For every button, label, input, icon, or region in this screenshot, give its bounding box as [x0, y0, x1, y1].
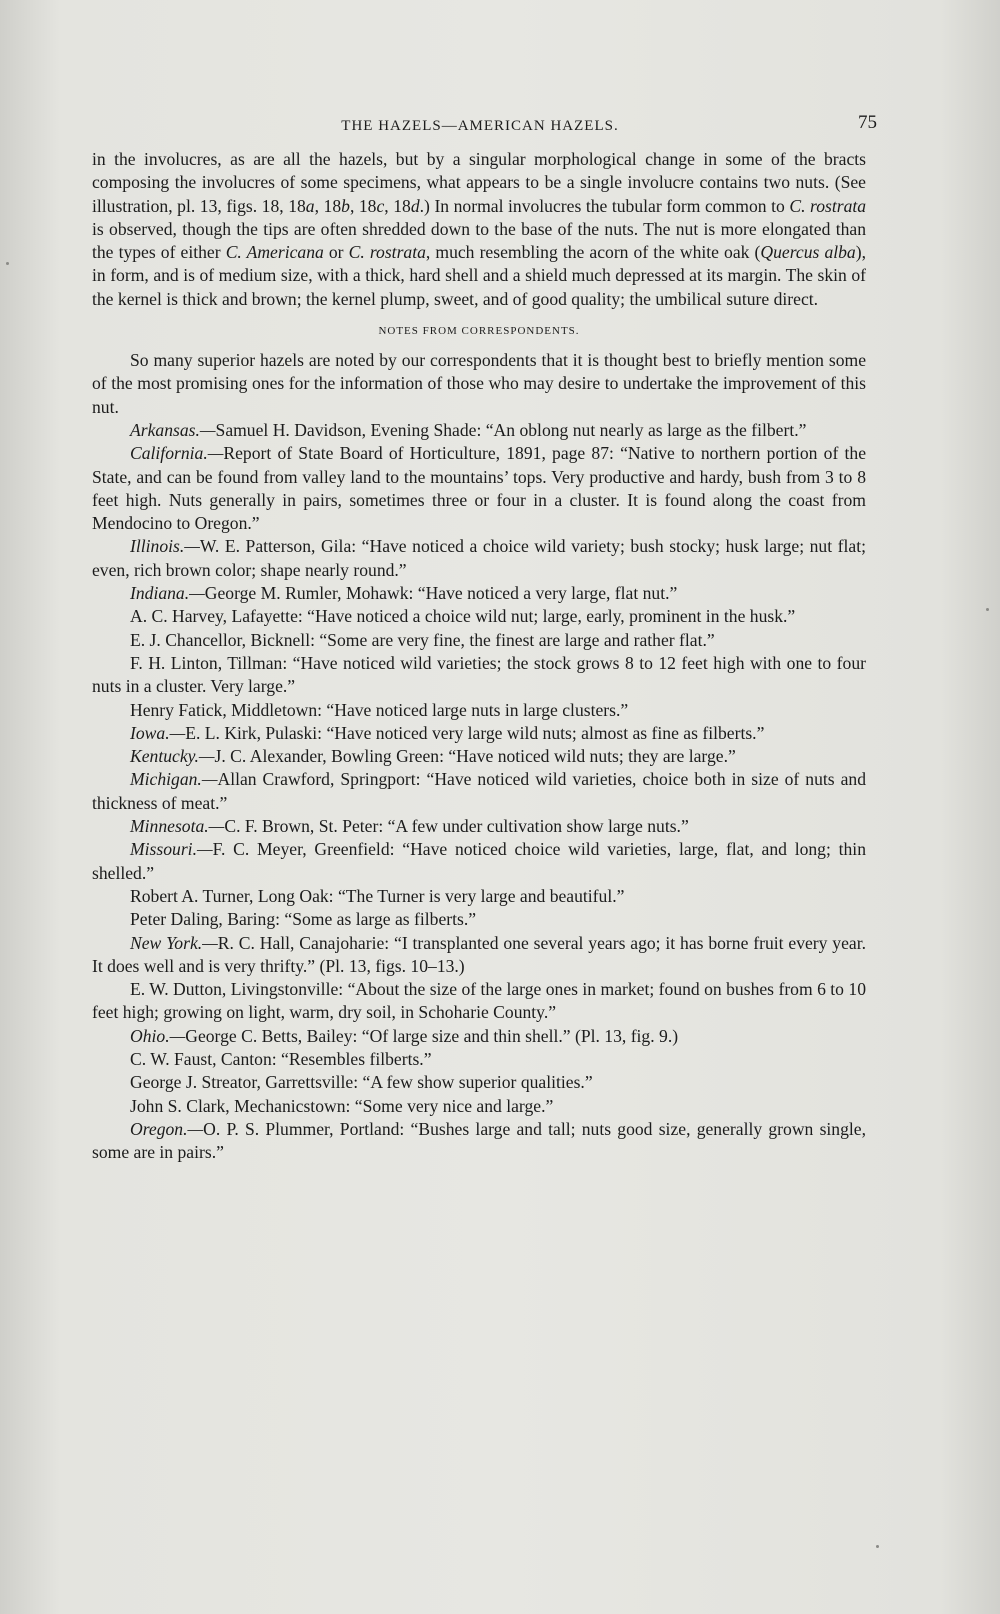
intro-text: , 18 [349, 195, 377, 216]
correspondent-note [92, 885, 866, 908]
note-text: F. C. Meyer, Greenfield: “Have noticed choice wild varieties, large, flat, and long; thin shelled.” [92, 839, 866, 883]
note-text: O. P. S. Plummer, Portland: “Bushes large and tall; nuts good size, generally grown single, some are in pairs.” [92, 1118, 866, 1163]
note-text: Peter Daling, Baring: “Some as large as filberts.” [130, 909, 477, 930]
correspondent-note [92, 978, 866, 1025]
correspondent-note [92, 908, 866, 931]
intro-italic: Quercus alba [760, 242, 856, 263]
section-heading: NOTES FROM CORRESPONDENTS. [378, 325, 580, 338]
intro-text: ), in form, and is of medium size, with a thick, hard shell and a shield much depressed at its margin. The skin of the kernel is thick and brown; the kernel plump, sweet, and of good quality; the umbilical suture direct. [92, 242, 866, 309]
correspondent-note [92, 1048, 866, 1071]
correspondent-note [92, 629, 866, 652]
correspondent-note [92, 419, 866, 442]
state-name: Illinois.— [130, 536, 200, 557]
page-number: 75 [858, 112, 877, 133]
state-name: Indiana.— [130, 583, 205, 604]
intro-italic: c [376, 195, 385, 216]
notes-intro-paragraph: So many superior hazels are noted by our correspondents that it is thought best to briefly mention some of the most promising ones for the information of those who may desire to undertake the improvement of this nut. [92, 350, 866, 417]
state-name: Michigan.— [130, 769, 218, 790]
note-text: E. W. Dutton, Livingstonville: “About the size of the large ones in market; found on bushes from 6 to 10 feet high; growing on light, warm, dry soil, in Schoharie County.” [92, 979, 866, 1023]
state-name: Iowa.— [130, 722, 186, 743]
correspondent-note [92, 1025, 866, 1048]
correspondent-note [92, 1095, 866, 1118]
note-text: John S. Clark, Mechanicstown: “Some very nice and large.” [130, 1095, 554, 1116]
intro-text: in the involucres, as are all the hazels, but by a singular morphological change in some of the bracts composing the involucres of some specimens, what appears to be a single involucre contains two nuts. (See illustration, pl. 13, figs. 18, 18 [92, 149, 866, 216]
intro-text: , 18 [384, 195, 411, 216]
correspondent-note [92, 652, 866, 699]
intro-text: is observed, though the tips are often shredded down to the base of the nuts. The nut is more elongated than the types of either [92, 218, 866, 263]
intro-italic: d [410, 195, 420, 216]
correspondent-note [92, 745, 866, 768]
correspondent-note [92, 722, 866, 745]
paper-speck [6, 262, 9, 265]
note-text: C. W. Faust, Canton: “Resembles filberts.” [130, 1048, 432, 1069]
correspondent-note [92, 582, 866, 605]
intro-italic: a [305, 195, 315, 216]
correspondent-note [92, 605, 866, 628]
intro-italic: C. Americana [225, 242, 324, 263]
state-name: Oregon.— [130, 1118, 204, 1139]
note-text: George M. Rumler, Mohawk: “Have noticed a very large, flat nut.” [204, 583, 678, 604]
correspondent-note [92, 699, 866, 722]
note-text: W. E. Patterson, Gila: “Have noticed a choice wild variety; bush stocky; husk large; nut flat; even, rich brown color; shape nearly round.” [92, 536, 866, 580]
state-name: New York.— [130, 932, 218, 953]
note-text: E. J. Chancellor, Bicknell: “Some are very fine, the finest are large and rather flat.” [130, 629, 715, 650]
note-text: F. H. Linton, Tillman: “Have noticed wild varieties; the stock grows 8 to 12 feet high with one to four nuts in a cluster. Very large.” [92, 652, 866, 697]
state-name: Minnesota.— [130, 816, 225, 837]
correspondent-note [92, 838, 866, 885]
intro-italic: b [341, 195, 350, 216]
note-text: E. L. Kirk, Pulaski: “Have noticed very large wild nuts; almost as fine as filberts.” [185, 722, 765, 743]
intro-paragraph [92, 148, 866, 311]
state-name: Ohio.— [130, 1025, 186, 1046]
correspondent-note [92, 1071, 866, 1094]
note-text: J. C. Alexander, Bowling Green: “Have noticed wild nuts; they are large.” [214, 746, 736, 767]
intro-italic: C. rostrata [348, 242, 426, 263]
note-text: R. C. Hall, Canajoharie: “I transplanted one several years ago; it has borne fruit every year. It does well and is very thrifty.” (Pl. 13, figs. 10–13.) [92, 932, 866, 976]
correspondent-note [92, 768, 866, 815]
note-text: Report of State Board of Horticulture, 1891, page 87: “Native to northern portion of the State, and can be found from valley land to the mountains’ tops. Very productive and hardy, bush from 3 to 8 feet high. Nuts generally in pairs, sometimes three or four in a cluster. It is found along the coast from Mendocino to Oregon.” [92, 443, 866, 534]
note-text: Henry Fatick, Middletown: “Have noticed large nuts in large clusters.” [130, 699, 629, 720]
note-text: George C. Betts, Bailey: “Of large size and thin shell.” (Pl. 13, fig. 9.) [185, 1025, 679, 1046]
note-text: Robert A. Turner, Long Oak: “The Turner is very large and beautiful.” [130, 885, 625, 906]
state-name: California.— [130, 443, 224, 464]
correspondent-note [92, 535, 866, 582]
note-text: Samuel H. Davidson, Evening Shade: “An oblong nut nearly as large as the filbert.” [215, 419, 807, 440]
paper-speck [986, 608, 989, 611]
state-name: Missouri.— [130, 839, 213, 860]
state-name: Arkansas.— [130, 419, 216, 440]
note-text: A. C. Harvey, Lafayette: “Have noticed a choice wild nut; large, early, prominent in the husk.” [130, 606, 796, 627]
running-head [95, 112, 877, 142]
note-text: George J. Streator, Garrettsville: “A few show superior qualities.” [130, 1072, 593, 1093]
paper-speck [876, 1545, 879, 1548]
note-text: C. F. Brown, St. Peter: “A few under cultivation show large nuts.” [224, 816, 689, 837]
correspondent-note [92, 932, 866, 979]
running-title: THE HAZELS—AMERICAN HAZELS. [341, 118, 619, 134]
correspondent-note [92, 442, 866, 535]
correspondent-notes-list [92, 419, 866, 1165]
intro-italic: C. rostrata [789, 195, 867, 216]
body-text [92, 148, 866, 1164]
intro-text: , 18 [314, 195, 342, 216]
correspondent-note [92, 815, 866, 838]
intro-text: .) In normal involucres the tubular form common to [419, 195, 790, 216]
correspondent-note [92, 1118, 866, 1165]
intro-text: , much resembling the acorn of the white oak ( [425, 242, 761, 263]
note-text: Allan Crawford, Springport: “Have noticed wild varieties, choice both in size of nuts and thickness of meat.” [92, 769, 866, 813]
state-name: Kentucky.— [130, 746, 215, 767]
intro-text: or [323, 242, 349, 263]
